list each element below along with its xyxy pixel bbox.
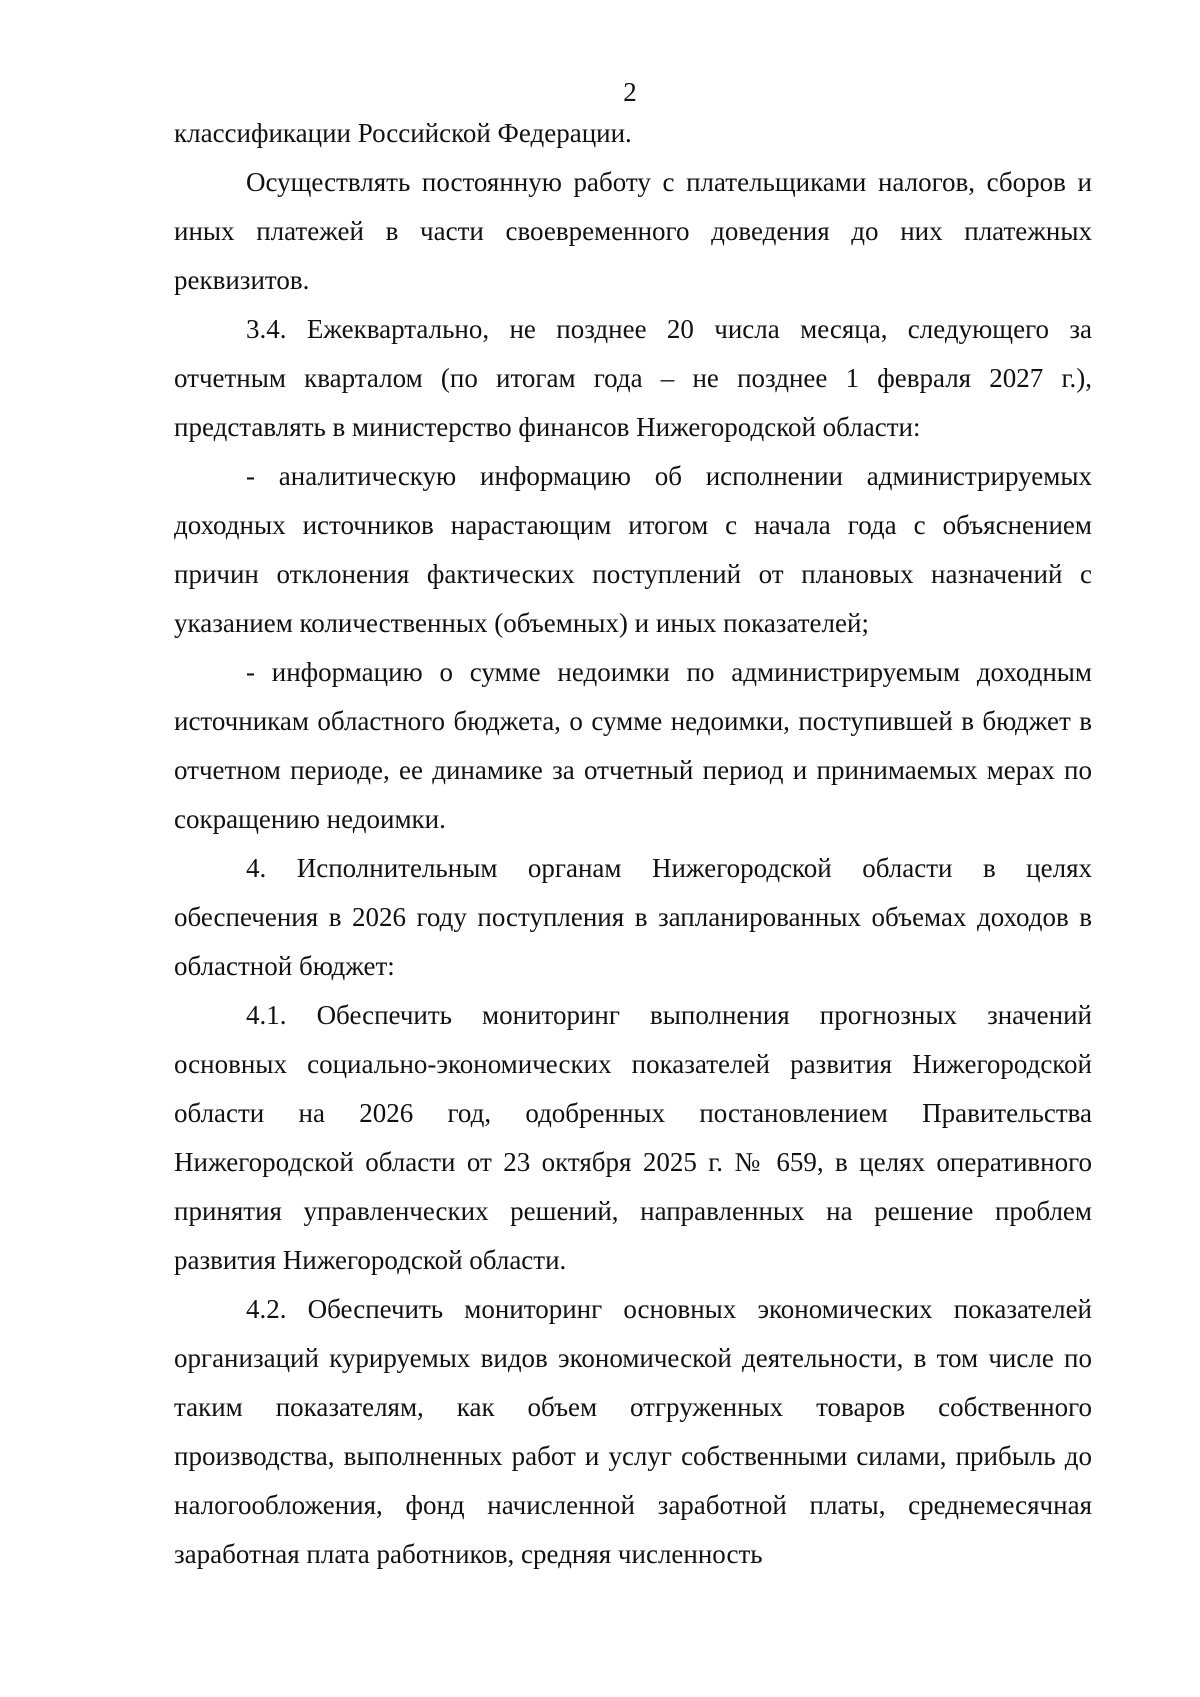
list-item-analytical-info: - аналитическую информацию об исполнении администрируемых доходных источников нарастающим итогом с начала года с объяснением причин отклонения фактических поступлений от плановых назначений с указанием количественных (объемных) и иных показателей; — [174, 461, 1092, 638]
paragraph-4-2: 4.2. Обеспечить мониторинг основных экономических показателей организаций курируемых видов экономической деятельности, в том числе по таким показателям, как объем отгруженных товаров собственного производства, выполненных работ и услуг собственными силами, прибыль до налогообложения, фонд начисленной заработной платы, среднемесячная заработная плата работников, средняя численность — [174, 1294, 1092, 1569]
paragraph-3-4: 3.4. Ежеквартально, не позднее 20 числа месяца, следующего за отчетным кварталом (по итогам года – не позднее 1 февраля 2027 г.), представлять в министерство финансов Нижегородской области: — [174, 314, 1092, 442]
list-item-arrears-info: - информацию о сумме недоимки по администрируемым доходным источникам областного бюджета, о сумме недоимки, поступившей в бюджет в отчетном периоде, ее динамике за отчетный период и принимаемых мерах по сокращению недоимки. — [174, 657, 1092, 834]
paragraph-4-1: 4.1. Обеспечить мониторинг выполнения прогнозных значений основных социально-экономических показателей развития Нижегородской области на 2026 год, одобренных постановлением Правительства Нижегородской области от 23 октября 2025 г. № 659, в целях оперативного принятия управленческих решений, направленных на решение проблем развития Нижегородской области. — [174, 1000, 1092, 1275]
paragraph-continuation: классификации Российской Федерации. — [174, 118, 632, 148]
paragraph-4: 4. Исполнительным органам Нижегородской области в целях обеспечения в 2026 году поступления в запланированных объемах доходов в областной бюджет: — [174, 853, 1092, 981]
document-body — [174, 109, 1092, 1579]
page-number: 2 — [623, 77, 637, 107]
paragraph-payers-work: Осуществлять постоянную работу с плательщиками налогов, сборов и иных платежей в части своевременного доведения до них платежных реквизитов. — [174, 167, 1092, 295]
